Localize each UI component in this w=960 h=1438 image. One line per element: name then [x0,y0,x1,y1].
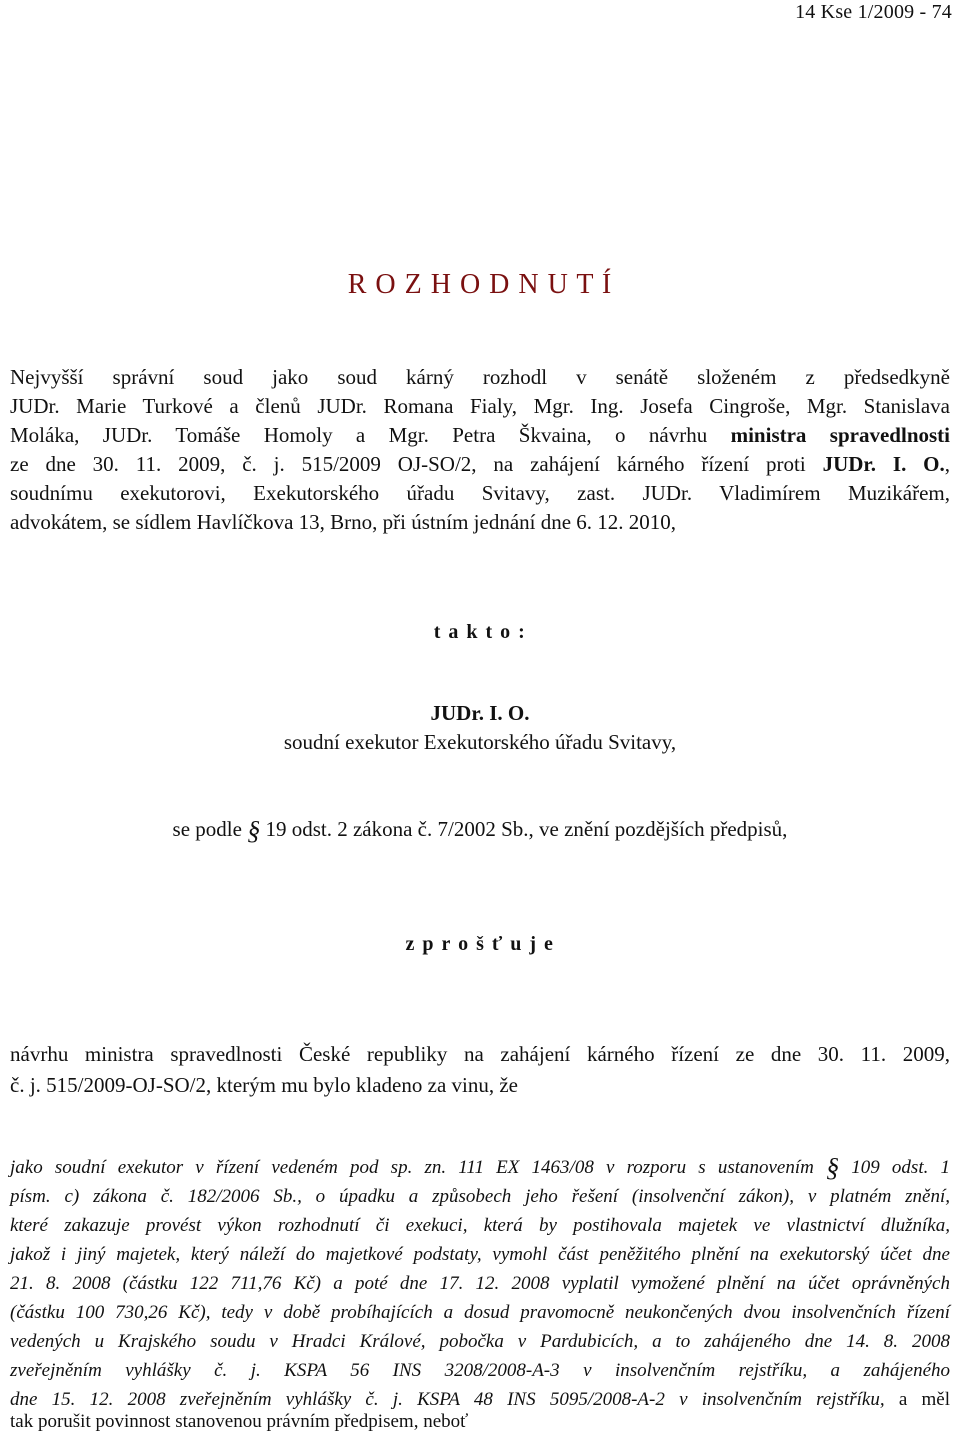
charge-line-7: vedených u Krajského soudu v Hradci Králové, pobočka v Pardubicích, a to zahájeného dne 14. 8. 2008 [10,1331,950,1352]
charge-line-1-end: 109 odst. 1 [851,1157,951,1178]
charge-line-1 [10,1153,950,1182]
legal-basis-text: 19 odst. 2 zákona č. 7/2002 Sb., ve znění pozdějších předpisů, [265,817,788,841]
intro-line-4-end: , [944,452,951,476]
charge-line-1-text: jako soudní exekutor v řízení vedeném pod sp. zn. 111 EX 1463/08 v rozporu s ustanovením [10,1157,814,1178]
subject-line-2: č. j. 515/2009-OJ-SO/2, kterým mu bylo kladeno za vinu, že [10,1073,518,1097]
charge-line-6: (částku 100 730,26 Kč), tedy v době probíhajících a dosud pravomocně neukončených dvou insolvenčních řízení [10,1302,950,1323]
charge-line-3: které zakazuje provést výkon rozhodnutí či exekuci, která by postihovala majetek ve vlastnictví dlužníka, [10,1215,950,1236]
charge-section-sign: § [826,1153,840,1182]
respondent-role: soudní exekutor Exekutorského úřadu Svitavy, [283,730,677,754]
case-number: 14 Kse 1/2009 - 74 [795,1,952,23]
intro-line-3-text: Moláka, JUDr. Tomáše Homoly a Mgr. Petra Škvaina, o návrhu [10,423,708,447]
intro-minister: ministra spravedlnosti [730,423,950,447]
subject-line-1: návrhu ministra spravedlnosti České republiky na zahájení kárného řízení ze dne 30. 11. 2009, [10,1042,950,1066]
intro-line-6: advokátem, se sídlem Havlíčkova 13, Brno, při ústním jednání dne 6. 12. 2010, [10,510,677,534]
legal-basis-prefix: se podle [172,817,242,841]
decision-title: R O Z H O D N U T Í [347,269,613,300]
legal-basis [0,815,960,844]
charge-line-9-plain: a měl [884,1389,950,1410]
charge-line-8: zveřejněním vyhlášky č. j. KSPA 56 INS 3208/2008-A-3 v insolvenčním rejstříku, a zahájeného [10,1360,950,1381]
intro-respondent: JUDr. I. O. [822,452,945,476]
charge-line-5: 21. 8. 2008 (částku 122 711,76 Kč) a poté dne 17. 12. 2008 vyplatil vymožené plnění na účet oprávněných [10,1273,950,1294]
verdict-heading: z p r o š ť u j e [405,933,555,955]
charge-line-2: písm. c) zákona č. 182/2006 Sb., o úpadku a způsobech jeho řešení (insolvenční zákon), v platném znění, [10,1186,950,1207]
charge-line-4: jakož i jiný majetek, který náleží do majetkové podstaty, vymohl část peněžitého plnění na exekutorský účet dne [10,1244,950,1265]
takto-heading: t a k t o : [433,621,527,643]
charge-line-9-italic: dne 15. 12. 2008 zveřejněním vyhlášky č. j. KSPA 48 INS 5095/2008-A-2 v insolvenčním rejstříku, [10,1389,885,1410]
section-sign: § [247,816,261,845]
intro-line-4-text: ze dne 30. 11. 2009, č. j. 515/2009 OJ-SO/2, na zahájení kárného řízení proti [10,452,806,476]
intro-line-1: Nejvyšší správní soud jako soud kárný rozhodl v senátě složeném z předsedkyně [10,365,950,389]
intro-line-2: JUDr. Marie Turkové a členů JUDr. Romana Fialy, Mgr. Ing. Josefa Cingroše, Mgr. Stanislava [10,394,950,418]
intro-line-4 [10,450,950,479]
intro-line-3 [10,421,950,450]
respondent-name: JUDr. I. O. [430,701,530,725]
charge-line-10: tak porušit povinnost stanovenou právním předpisem, neboť [10,1411,469,1432]
intro-line-5: soudnímu exekutorovi, Exekutorského úřadu Svitavy, zast. JUDr. Vladimírem Muzikářem, [10,481,950,505]
